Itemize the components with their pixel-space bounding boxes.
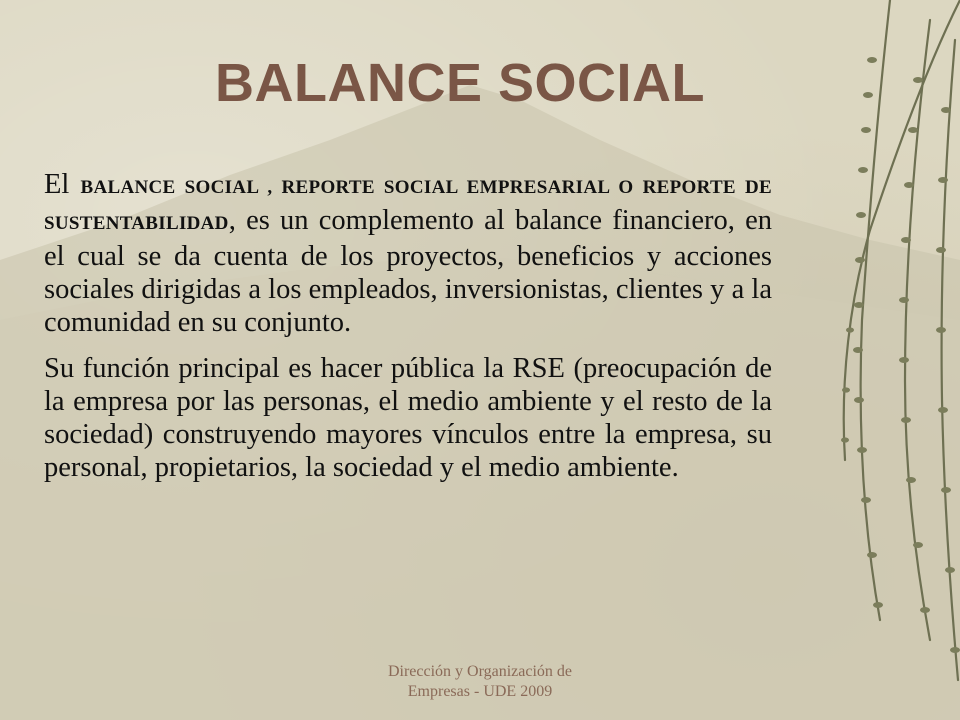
paragraph-definition <box>44 168 772 339</box>
small-caps-phrase: BALANCE SOCIAL , REPORTE SOCIAL EMPRESARIAL O REPORTE DE SUSTENTABILIDAD <box>44 177 773 234</box>
slide-footer <box>330 662 630 702</box>
slide-title: BALANCE SOCIAL <box>215 53 705 113</box>
paragraph-lead: El <box>44 169 81 200</box>
paragraph-function: Su función principal es hacer pública la RSE (preocupación de la empresa por las personas, el medio ambiente y el resto de la sociedad) construyendo mayores vínculos entre la empresa, su personal, propietarios, la sociedad y el medio ambiente. <box>44 353 772 483</box>
paragraph-rest: , es un complemento al balance financiero, en el cual se da cuenta de los proyectos, beneficios y acciones sociales dirigidas a los empleados, inversionistas, clientes y a la comunidad en su conjunto. <box>44 205 772 338</box>
footer-line-1: Dirección y Organización de <box>387 663 573 680</box>
footer-line-2: Empresas - UDE 2009 <box>407 683 553 700</box>
slide-body <box>44 168 772 497</box>
